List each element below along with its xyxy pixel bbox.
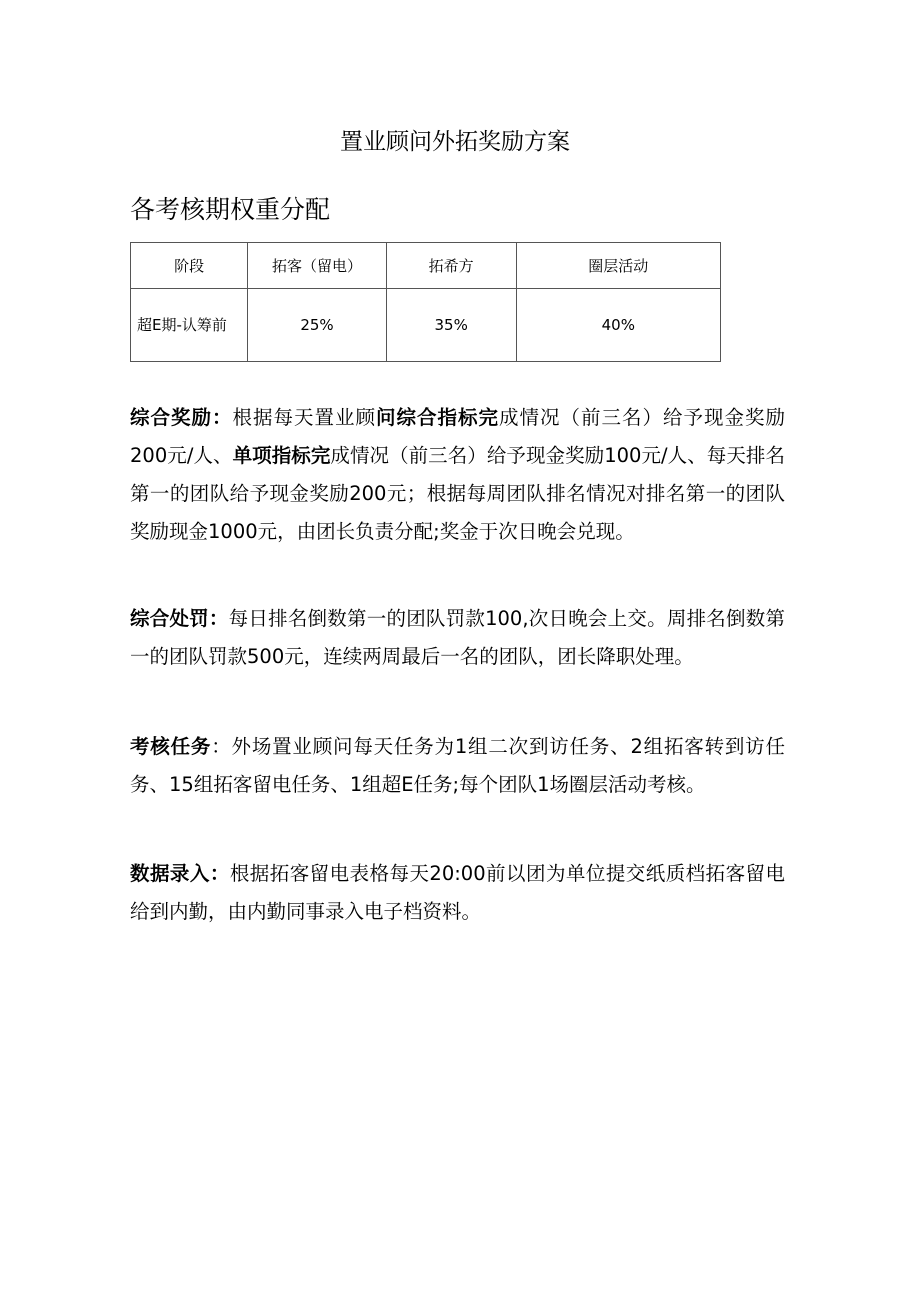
table-cell-value: 25% xyxy=(248,289,387,362)
paragraph-text: 成情况（前三名）给予现金奖励200元/人、 xyxy=(130,406,785,467)
paragraph-emphasis: 单项指标完 xyxy=(232,444,331,467)
table-header-cell: 阶段 xyxy=(131,243,248,289)
paragraph-text: ：外场置业顾问每天任务为1组二次到访任务、2组拓客转到访任务、15组拓客留电任务、1组超E任务;每个团队1场圈层活动考核。 xyxy=(130,735,785,796)
paragraph-text: 每日排名倒数第一的团队罚款100,次日晚会上交。周排名倒数第一的团队罚款500元，连续两周最后一名的团队，团长降职处理。 xyxy=(130,607,785,668)
table-cell-stage: 超E期-认筹前 xyxy=(131,289,248,362)
paragraph-penalty xyxy=(130,600,785,676)
table-header-cell: 拓希方 xyxy=(386,243,516,289)
paragraph-label: 数据录入： xyxy=(130,862,230,885)
weights-table xyxy=(130,242,721,362)
paragraph-label: 考核任务 xyxy=(130,735,212,758)
table-header-cell: 圈层活动 xyxy=(516,243,720,289)
paragraph-label: 综合处罚： xyxy=(130,607,229,630)
table-header-row xyxy=(131,243,721,289)
paragraph-text: 根据拓客留电表格每天20:00前以团为单位提交纸质档拓客留电给到内勤，由内勤同事录入电子档资料。 xyxy=(130,862,785,923)
table-header-cell: 拓客（留电） xyxy=(248,243,387,289)
paragraph-text: 成情况（前三名）给予现金奖励100元/人、每天排名第一的团队给予现金奖励200元；根据每周团队排名情况对排名第一的团队奖励现金1000元，由团长负责分配;奖金于次日晚会兑现。 xyxy=(130,444,785,543)
section-heading-weights: 各考核期权重分配 xyxy=(130,195,331,224)
table-cell-value: 35% xyxy=(386,289,516,362)
table-row xyxy=(131,289,721,362)
paragraph-text: 根据每天置业顾 xyxy=(232,406,376,429)
paragraph-reward xyxy=(130,399,785,551)
paragraph-data-entry xyxy=(130,855,785,931)
paragraph-label: 综合奖励： xyxy=(130,406,233,429)
paragraph-tasks xyxy=(130,728,785,804)
document-title: 置业顾问外拓奖励方案 xyxy=(340,129,570,155)
paragraph-emphasis: 问综合指标完 xyxy=(376,406,499,429)
table-cell-value: 40% xyxy=(516,289,720,362)
